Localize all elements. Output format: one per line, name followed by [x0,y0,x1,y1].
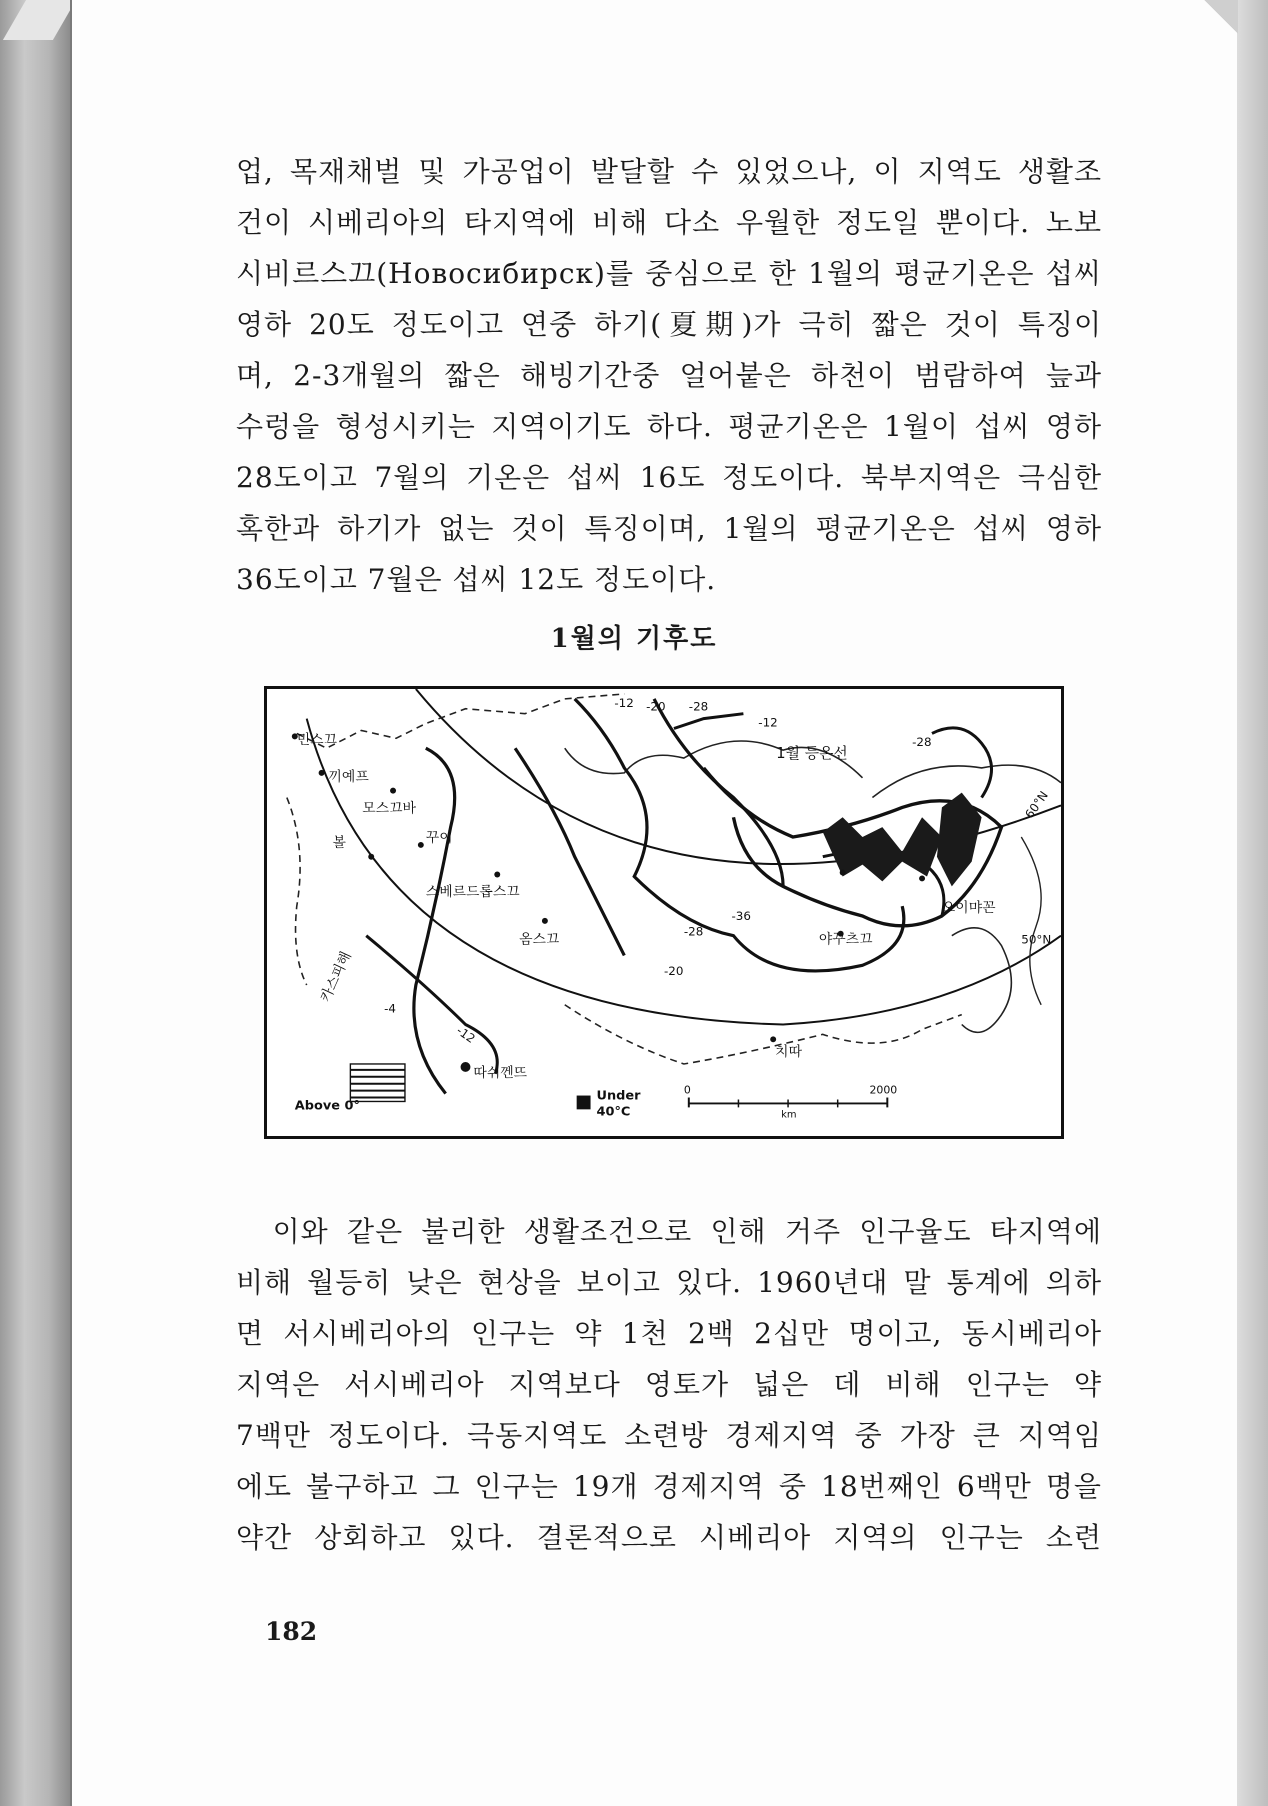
isotherm-value: -28 [683,924,704,939]
city-dot [319,770,325,776]
city-label-kuibyshev: 꾸이 [425,829,453,846]
text-line: 업, 목재채벌 및 가공업이 발달할 수 있었으나, 이 지역도 생활조 [236,155,1102,188]
coastline [872,765,1061,797]
city-dot [919,875,925,881]
text-line: 약간 상회하고 있다. 결론적으로 시베리아 지역의 인구는 소련 [236,1521,1102,1554]
city-label-omsk: 옴스끄 [519,931,560,948]
figure-title: 1월의 기후도 [550,624,718,654]
warm-region [350,1064,405,1101]
legend-above-label: Above 0° [294,1098,360,1114]
isotherm-value: -12 [453,1023,478,1046]
text-line: 28도이고 7월의 기온은 섭씨 16도 정도이다. 북부지역은 극심한 [236,461,1102,494]
isotherm-title: 1월 등온선 [776,745,848,763]
text-line: 혹한과 하기가 없는 것이 특징이며, 1월의 평균기온은 섭씨 영하 [236,512,1102,545]
text-line: 수렁을 형성시키는 지역이기도 하다. 평균기온은 1월이 섭씨 영하 [236,410,1102,443]
city-dot [390,788,396,794]
paragraph-2 [236,1206,1102,1563]
city-dot [840,870,846,876]
border-line [287,798,307,985]
page-curl [1204,0,1238,34]
city-dot [368,854,374,860]
coastline [1021,837,1041,1005]
city-label-yakutsk: 야꾸츠끄 [818,931,873,948]
city-label-tashkent: 따쉬껜뜨 [473,1064,528,1081]
text-line: 며, 2-3개월의 짧은 해빙기간중 얼어붙은 하천이 범람하여 늪과 [236,359,1102,392]
city-label-chita: 치따 [775,1044,802,1061]
text-line: 비해 월등히 낮은 현상을 보이고 있다. 1960년대 말 통계에 의하 [236,1266,1102,1299]
text-line: 이와 같은 불리한 생활조건으로 인해 거주 인구율도 타지역에 [236,1215,1102,1248]
border-line [297,694,625,748]
legend-under-label: 40°C [596,1104,631,1120]
isotherm-line [674,714,743,729]
city-label-kiev: 끼예프 [328,768,369,785]
city-dot [494,872,500,878]
text-line: 면 서시베리아의 인구는 약 1천 2백 2십만 명이고, 동시베리아 [236,1317,1102,1350]
sea-label-caspian: 카스피해 [317,949,355,1005]
climate-map [264,686,1064,1139]
isotherm-value: -4 [384,1001,396,1016]
scale-end: 2000 [869,1083,898,1097]
isotherm-value: -12 [758,715,778,730]
text-line: 지역은 서시베리아 지역보다 영토가 넓은 데 비해 인구는 약 [236,1368,1102,1401]
city-label-moscow: 모스끄바 [362,800,416,817]
city-label-sverdlovsk: 스베르드롭스끄 [425,884,520,901]
text-line: 건이 시베리아의 타지역에 비해 다소 우월한 정도일 뿐이다. 노보 [236,206,1102,239]
isotherm-value: -36 [731,908,751,923]
page-number: 182 [265,1617,318,1646]
text-line: 36도이고 7월은 섭씨 12도 정도이다. [236,563,717,596]
text-line: 에도 불구하고 그 인구는 19개 경제지역 중 18번째인 6백만 명을 [236,1470,1102,1503]
scale-start: 0 [683,1083,691,1097]
city-dot [542,918,548,924]
isotherm-value: -28 [912,735,932,750]
text-line: 영하 20도 정도이고 연중 하기(夏期)가 극히 짧은 것이 특징이 [236,308,1102,341]
paragraph-1 [236,146,1102,605]
isotherm-value: -20 [646,699,666,714]
isotherm-line [515,748,624,955]
city-label-minsk: 민스끄 [296,732,338,749]
city-label-oymyakon: 오이먀꼰 [941,900,996,916]
city-dot [418,842,424,848]
border-line [565,1005,962,1064]
city-dot [461,1062,471,1072]
scale-unit: km [781,1109,797,1121]
text-line: 7백만 정도이다. 극동지역도 소련방 경제지역 중 가장 큰 지역임 [236,1419,1102,1452]
legend-under-swatch [577,1096,591,1110]
isotherm-value: -28 [688,699,709,714]
latitude-label: 60°N [1022,788,1051,821]
latitude-label: 50°N [1021,932,1052,947]
isotherm-value: -12 [614,695,634,710]
isotherm-line [932,728,992,798]
city-dot [770,1036,776,1042]
climate-map-svg [267,689,1061,1136]
isotherm-value: -20 [664,964,684,979]
book-right-edge [1234,0,1268,1806]
legend-under-label: Under [596,1088,641,1104]
book-left-edge [0,0,70,1806]
text-line: 시비르스끄(Новосибирск)를 중심으로 한 1월의 평균기온은 섭씨 [236,257,1102,290]
city-label-volga: 볼 [332,834,346,851]
